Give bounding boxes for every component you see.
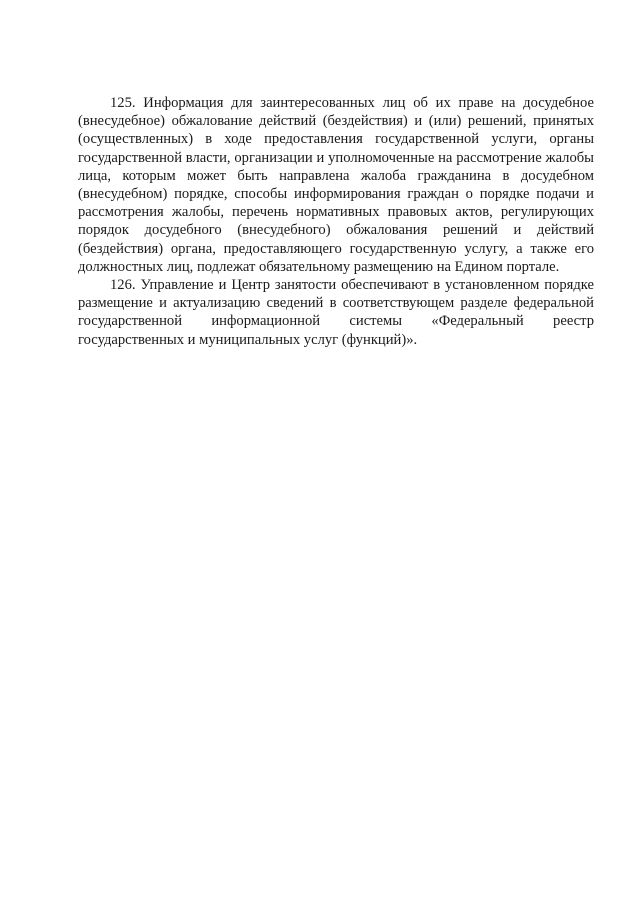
document-body (78, 94, 594, 349)
paragraph-125: 125. Информация для заинтересованных лиц об их праве на досудебное (внесудебное) обжалование действий (бездействия) и (или) решений, принятых (осуществленных) в ходе предоставления государственной услуги, органы государственной власти, организации и уполномоченные на рассмотрение жалобы лица, которым может быть направлена жалоба гражданина в досудебном (внесудебном) порядке, способы информирования граждан о порядке подачи и рассмотрения жалобы, перечень нормативных правовых актов, регулирующих порядок досудебного (внесудебного) обжалования решений и действий (бездействия) органа, предоставляющего государственную услугу, а также его должностных лиц, подлежат обязательному размещению на Едином портале. (78, 95, 594, 275)
paragraph-126: 126. Управление и Центр занятости обеспечивают в установленном порядке размещение и актуализацию сведений в соответствующем разделе федеральной государственной информационной системы «Федеральный реестр государственных и муниципальных услуг (функций)». (78, 277, 594, 348)
